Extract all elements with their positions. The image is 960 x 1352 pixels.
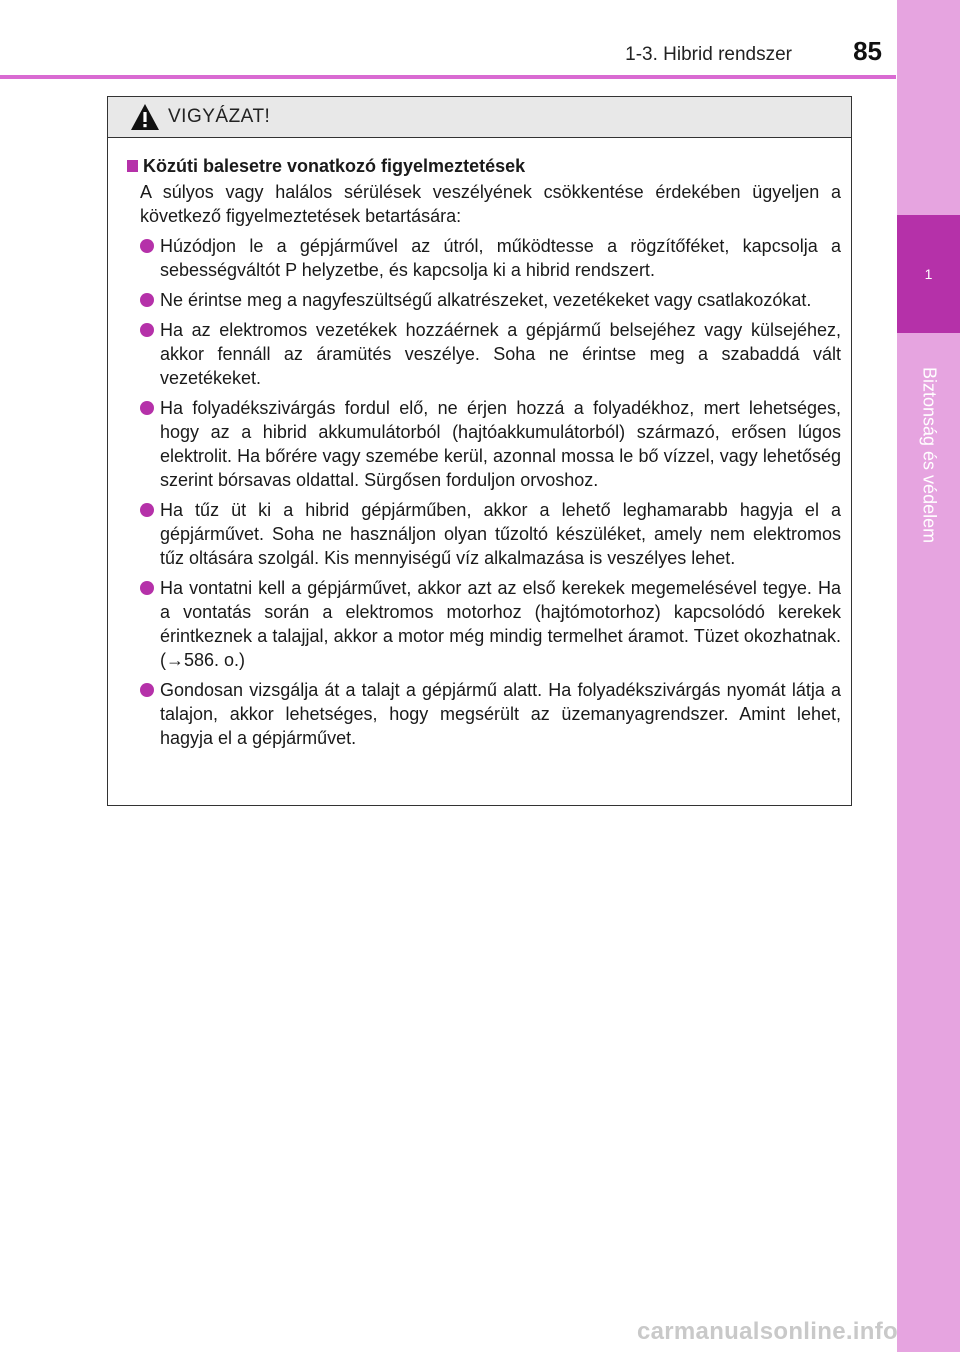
- list-item: [140, 678, 841, 750]
- chapter-title-tab: [907, 340, 951, 570]
- circle-bullet-icon: [140, 293, 154, 307]
- page-number: 85: [853, 36, 882, 66]
- section-heading-text: Közúti balesetre vonatkozó figyelmeztetések: [143, 156, 526, 176]
- watermark: carmanualsonline.info: [636, 1318, 898, 1345]
- header-divider: [0, 75, 896, 79]
- circle-bullet-icon: [140, 581, 154, 595]
- section-heading: [127, 154, 841, 178]
- list-item-text: Ha tűz üt ki a hibrid gépjárműben, akkor a lehető leghamarabb hagyja el a gépjárművet. Soha ne használjon olyan tűzoltó készüléket, amely nem elektromos tűz oltására szolgál. Kis mennyiségű víz alkalmazása is veszélyes lehet.: [160, 500, 841, 568]
- header-section-title: 1-3. Hibrid rendszer: [625, 44, 792, 65]
- circle-bullet-icon: [140, 401, 154, 415]
- chapter-number-tab: 1: [897, 215, 960, 333]
- intro-paragraph: A súlyos vagy halálos sérülések veszélyének csökkentése érdekében ügyeljen a következő figyelmeztetések betartására:: [140, 182, 841, 226]
- list-item-text: Gondosan vizsgálja át a talajt a gépjármű alatt. Ha folyadékszivárgás nyomát látja a talajon, akkor lehetséges, hogy megsérült az üzemanyagrendszer. Amint lehet, hagyja el a gépjárművet.: [160, 680, 841, 748]
- list-item-text: Ne érintse meg a nagyfeszültségű alkatrészeket, vezetékeket vagy csatlakozókat.: [160, 290, 812, 310]
- caution-header: [108, 97, 851, 138]
- circle-bullet-icon: [140, 503, 154, 517]
- list-item: [140, 396, 841, 492]
- circle-bullet-icon: [140, 683, 154, 697]
- chapter-side-tab: [897, 0, 960, 1352]
- list-item: [140, 234, 841, 282]
- circle-bullet-icon: [140, 239, 154, 253]
- list-item: [140, 576, 841, 672]
- list-item-text: Húzódjon le a gépjárművel az útról, működtesse a rögzítőféket, kapcsolja a sebességváltót P helyzetbe, és kapcsolja ki a hibrid rendszert.: [160, 236, 841, 280]
- list-item-text: Ha folyadékszivárgás fordul elő, ne érjen hozzá a folyadékhoz, mert lehetséges, hogy az a hibrid akkumulátorból (hajtóakkumulátorból) származó, erősen lúgos elektrolit. Ha bőrére vagy szemébe kerül, azonnal mossa le bő vízzel, vagy lehetőség szerint bórsavas oldattal. Sürgősen forduljon orvoshoz.: [160, 398, 841, 490]
- caution-box: [107, 96, 852, 806]
- chapter-title-label: Biztonság és védelem: [919, 366, 940, 544]
- square-bullet-icon: [127, 160, 138, 172]
- warning-triangle-icon: [130, 103, 160, 131]
- circle-bullet-icon: [140, 323, 154, 337]
- list-item: [140, 498, 841, 570]
- list-item: [140, 288, 841, 312]
- caution-title: VIGYÁZAT!: [168, 106, 271, 127]
- list-item-text: Ha az elektromos vezetékek hozzáérnek a gépjármű belsejéhez vagy külsejéhez, akkor fennáll az áramütés veszélye. Soha ne érintse meg a szabaddá vált vezetékeket.: [160, 320, 841, 388]
- list-item-text: Ha vontatni kell a gépjárművet, akkor azt az első kerekek megemelésével tegye. Ha a vontatás során a elektromos motorhoz (hajtómotorhoz) kapcsolódó kerekek érintkeznek a talajjal, akkor a motor még mindig termelhet áramot. Tüzet okozhatnak. (→586. o.): [160, 578, 841, 670]
- caution-body: [108, 138, 851, 750]
- list-item: [140, 318, 841, 390]
